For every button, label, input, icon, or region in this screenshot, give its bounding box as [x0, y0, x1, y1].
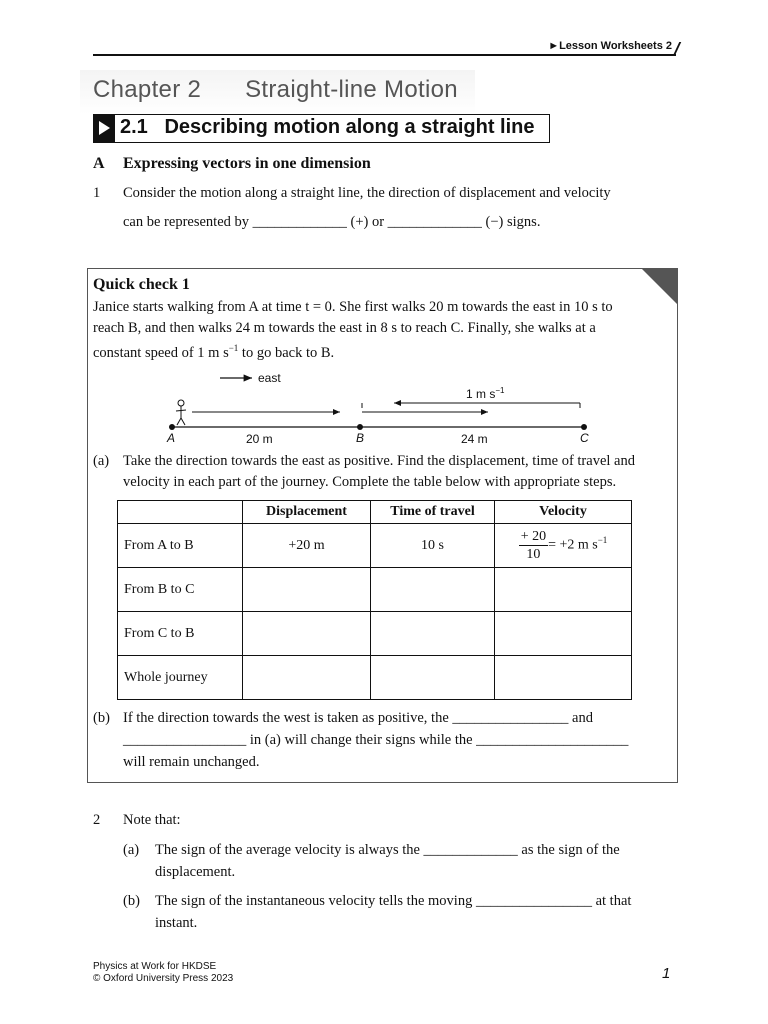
q1-number: 1 [93, 185, 101, 201]
velocity-result: = +2 m s [548, 537, 598, 553]
corner-fold-icon [642, 269, 677, 304]
cell-displacement[interactable] [243, 568, 371, 612]
header-label: ►Lesson Worksheets 2 [548, 40, 672, 52]
table-header-velocity: Velocity [495, 501, 632, 524]
q1-line2: can be represented by _____________ (+) or _____________ (−) signs. [123, 214, 541, 230]
qc-intro-line3: constant speed of 1 m $s^{-1}$ to go back to B. [93, 343, 335, 361]
row-label: Whole journey [118, 656, 243, 700]
subsection-letter: A [93, 155, 105, 172]
east-label: east [258, 371, 281, 385]
qc-intro-line2: reach B, and then walks 24 m towards the east in 8 s to reach C. Finally, she walks at a [93, 320, 596, 336]
chapter-name: Straight-line Motion [245, 76, 458, 103]
cell-time[interactable]: 10 s [371, 524, 495, 568]
walker-icon [176, 400, 186, 425]
point-c-dot [581, 424, 587, 430]
cell-time[interactable] [371, 656, 495, 700]
q1-line1: Consider the motion along a straight line, the direction of displacement and velocity [123, 185, 611, 201]
motion-diagram [160, 368, 600, 448]
cell-velocity[interactable] [495, 612, 632, 656]
speed-label: 1 m $s^{-1}$ [466, 386, 505, 401]
part-a-line1: Take the direction towards the east as positive. Find the displacement, time of travel and [123, 453, 635, 469]
table-header-blank [118, 501, 243, 524]
play-triangle-icon [93, 114, 115, 142]
header-rule [93, 54, 676, 56]
cell-velocity[interactable] [495, 568, 632, 612]
row-label: From B to C [118, 568, 243, 612]
q2-b-line1: The sign of the instantaneous velocity tells the moving ________________ at that [155, 893, 632, 909]
point-a-label: A [167, 431, 176, 445]
q2-b-label: (b) [123, 893, 140, 909]
header-tick [673, 42, 682, 56]
cell-time[interactable] [371, 612, 495, 656]
velocity-fraction: $\frac{+ 20}{10}$ [520, 529, 547, 562]
cell-time[interactable] [371, 568, 495, 612]
table-row [118, 524, 632, 568]
table-header-time: Time of travel [371, 501, 495, 524]
part-a-label: (a) [93, 453, 110, 469]
table-row [118, 656, 632, 700]
point-b-dot [357, 424, 363, 430]
row-label: From C to B [118, 612, 243, 656]
point-c-label: C [580, 431, 589, 445]
quick-check-title: Quick check 1 [93, 276, 190, 293]
row-label: From A to B [118, 524, 243, 568]
table-header-row [118, 501, 632, 524]
table-row [118, 568, 632, 612]
footer-book-title: Physics at Work for HKDSE [93, 961, 217, 972]
section-title: 2.1 Describing motion along a straight line [120, 116, 535, 138]
chapter-title [93, 76, 458, 104]
q2-a-line1: The sign of the average velocity is always the _____________ as the sign of the [155, 842, 620, 858]
dist-ab-label: 20 m [246, 432, 273, 446]
chapter-number: Chapter 2 [93, 76, 202, 103]
cell-velocity[interactable]: $\frac{+ 20}{10}$ = +2 m $s^{-1}$ [495, 524, 632, 568]
part-b-label: (b) [93, 710, 110, 726]
point-b-label: B [356, 431, 365, 445]
page-number: 1 [662, 965, 671, 982]
part-b-line3: will remain unchanged. [123, 754, 260, 770]
q2-intro: Note that: [123, 812, 181, 828]
subsection-title: Expressing vectors in one dimension [123, 155, 371, 172]
cell-velocity[interactable] [495, 656, 632, 700]
cell-displacement[interactable] [243, 612, 371, 656]
part-b-line2: _________________ in (a) will change their signs while the _____________________ [123, 732, 629, 748]
footer-publisher: © Oxford University Press 2023 [93, 973, 234, 984]
point-a-dot [169, 424, 175, 430]
cell-displacement[interactable]: +20 m [243, 524, 371, 568]
cell-displacement[interactable] [243, 656, 371, 700]
dist-bc-label: 24 m [461, 432, 488, 446]
part-b-line1: If the direction towards the west is taken as positive, the ________________ and [123, 710, 593, 726]
qc-intro-line1: Janice starts walking from A at time t = 0. She first walks 20 m towards the east in 10 s to [93, 299, 613, 315]
table-row [118, 612, 632, 656]
q2-a-line2: displacement. [155, 864, 236, 880]
q2-b-line2: instant. [155, 915, 198, 931]
table-header-displacement: Displacement [243, 501, 371, 524]
journey-table [117, 500, 632, 700]
q2-number: 2 [93, 812, 101, 828]
part-a-line2: velocity in each part of the journey. Complete the table below with appropriate steps. [123, 474, 617, 490]
q2-a-label: (a) [123, 842, 140, 858]
